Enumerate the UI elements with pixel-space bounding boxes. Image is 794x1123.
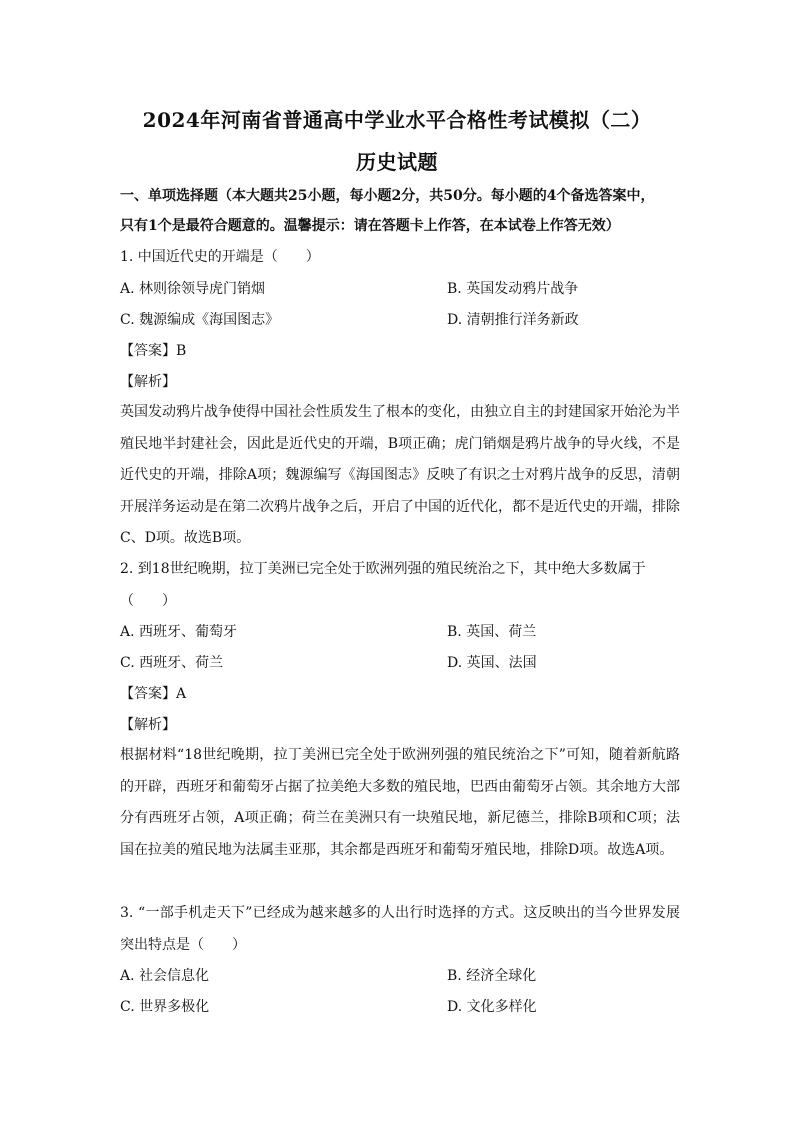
question-1-analysis: 英国发动鸦片战争使得中国社会性质发生了根本的变化，由独立自主的封建国家开始沦为半殖民地半封建社会，因此是近代史的开端，B项正确；虎门销烟是鸦片战争的导火线，不是近代史的开端，排除A项；魏源编写《海国图志》反映了有识之士对鸦片战争的反思，清朝开展洋务运动是在第二次鸦片战争之后，开启了中国的近代化，都不是近代史的开端，排除C、D项。故选B项。	[120, 404, 680, 547]
question-2-stem-line-2: （ ）	[120, 593, 176, 609]
section-instructions-line-1: 一、单项选择题（本大题共25小题，每小题2分，共50分。每小题的4个备选答案中，	[120, 188, 655, 204]
question-1-analysis-label: 【解析】	[120, 374, 176, 390]
question-2-option-a: A. 西班牙、葡萄牙	[120, 624, 238, 640]
question-1-option-d: D. 清朝推行洋务新政	[447, 312, 579, 328]
question-2-analysis: 根据材料“18世纪晚期，拉丁美洲已完全处于欧洲列强的殖民统治之下”可知，随着新航路的开辟，西班牙和葡萄牙占据了拉美绝大多数的殖民地，巴西由葡萄牙占领。其余地方大部分有西班牙占领，A项正确；荷兰在美洲只有一块殖民地，新尼德兰，排除B项和C项；法国在拉美的殖民地为法属圭亚那，其余都是西班牙和葡萄牙殖民地，排除D项。故选A项。	[120, 747, 680, 858]
question-1-option-b: B. 英国发动鸦片战争	[447, 281, 579, 297]
question-3-stem: 3. “一部手机走天下”已经成为越来越多的人出行时选择的方式。这反映出的当今世界发展突出特点是（ ）	[120, 905, 680, 953]
question-1-answer: 【答案】B	[120, 343, 187, 359]
question-2-analysis-label: 【解析】	[120, 717, 176, 733]
question-1-option-a: A. 林则徐领导虎门销烟	[120, 281, 266, 297]
exam-title: 2024年河南省普通高中学业水平合格性考试模拟（二）	[142, 108, 652, 132]
question-2-answer: 【答案】A	[120, 686, 187, 702]
question-1-option-c: C. 魏源编成《海国图志》	[120, 312, 280, 328]
question-3-option-c: C. 世界多极化	[120, 999, 210, 1015]
question-1-stem: 1. 中国近代史的开端是（ ）	[120, 249, 320, 265]
exam-subtitle: 历史试题	[356, 150, 438, 174]
question-2-option-d: D. 英国、法国	[447, 655, 537, 671]
question-2-stem-line-1: 2. 到18世纪晚期，拉丁美洲已完全处于欧洲列强的殖民统治之下，其中绝大多数属于	[120, 561, 646, 577]
question-2-option-c: C. 西班牙、荷兰	[120, 655, 224, 671]
section-instructions-line-2: 只有1个是最符合题意的。温馨提示：请在答题卡上作答，在本试卷上作答无效）	[120, 218, 620, 234]
question-3-option-b: B. 经济全球化	[447, 968, 537, 984]
question-3-option-d: D. 文化多样化	[447, 999, 537, 1015]
question-2-option-b: B. 英国、荷兰	[447, 624, 537, 640]
question-3-option-a: A. 社会信息化	[120, 968, 210, 984]
